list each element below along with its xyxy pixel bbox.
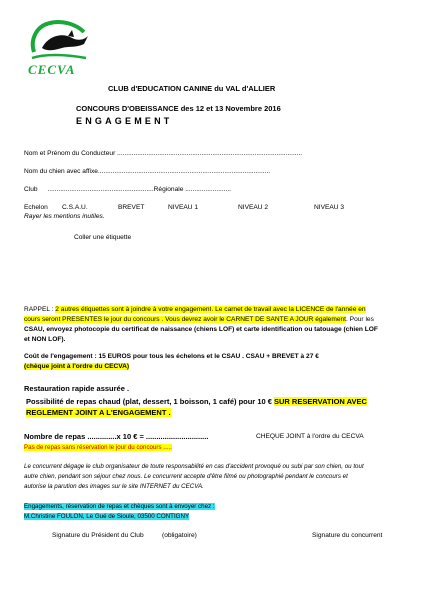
rappel-prefix: RAPPEL : (24, 306, 56, 313)
engagement-title: ENGAGEMENT (76, 116, 173, 126)
rayer-note: Rayer les mentions inutiles. (24, 213, 105, 220)
rappel-line2-tail: . Pour les (346, 316, 374, 323)
rappel-line4: et NON LOF). (24, 336, 66, 343)
echelon-option-niveau2[interactable]: NIVEAU 2 (238, 204, 269, 211)
signature-president: Signature du Président du Club (52, 532, 144, 539)
echelon-option-brevet[interactable]: BREVET (118, 204, 145, 211)
rappel-mid: . Le carnet de travail avec la LICENCE de l'année en (211, 306, 366, 313)
echelon-label: Echelon (24, 204, 48, 211)
disclaimer-line: autorise la parution des images sur le site INTERNET du CECVA. (24, 483, 204, 490)
club-name: CLUB d'EDUCATION CANINE du VAL d'ALLIER (108, 84, 276, 93)
etiquette-placeholder: Coller une étiquette (74, 234, 132, 241)
conducteur-field[interactable]: Nom et Prénom du Conducteur ..................................................................................................... (24, 150, 303, 157)
nombre-repas-field[interactable]: Nombre de repas ..............x 10 € = .............................. (24, 432, 209, 441)
cout-line1: Coût de l'engagement : 15 EUROS pour tous les échelons et le CSAU . CSAU + BREVET à 27 € (24, 353, 319, 360)
signature-concurrent: Signature du concurrent (312, 532, 383, 539)
club-label: Club (24, 186, 38, 193)
echelon-option-csau[interactable]: C.S.A.U. (62, 204, 88, 211)
repas-line2-highlight: REGLEMENT JOINT A L'ENGAGEMENT . (26, 408, 171, 417)
envoi-section (24, 502, 215, 522)
envoi-line1: Engagements, réservation de repas et chèques sont à envoyer chez : (24, 503, 215, 510)
repas-title: Restauration rapide assurée . (24, 384, 130, 393)
repas-line1: Possibilité de repas chaud (plat, dessert, 1 boisson, 1 café) pour 10 € (26, 397, 274, 406)
signature-obligatoire: (obligatoire) (162, 532, 197, 539)
disclaimer-line: Le concurrent dégage le club organisateur de toute responsabilité en cas d'accident provoqué ou subi par son chien, ou tout (24, 463, 364, 470)
envoi-line2: M.Christine FOULON, Le Gué de Sioule, 03500 CONTIGNY (24, 513, 190, 520)
echelon-option-niveau1[interactable]: NIVEAU 1 (168, 204, 199, 211)
rappel-line3: CSAU, envoyez photocopie du certificat de naissance (chiens LOF) et carte identification ou tatouage (chien LOF (24, 326, 378, 333)
repas-section (26, 396, 367, 418)
rappel-highlight: 2 autres étiquettes sont à joindre à votre engagement (55, 306, 212, 313)
rappel-paragraph (24, 305, 404, 345)
disclaimer-line: autre chien, pendant son séjour chez nous. Le concurrent accepte d'être filmé ou photographié pendant le concours et (24, 473, 348, 480)
cout-section (24, 352, 319, 372)
disclaimer (24, 462, 364, 492)
repas-warning: Pas de repas sans réservation le jour du concours ..... (24, 444, 172, 451)
cout-line2: (chèque joint à l'ordre du CECVA) (24, 363, 130, 370)
echelon-option-niveau3[interactable]: NIVEAU 3 (314, 204, 345, 211)
logo-text: CECVA (28, 62, 76, 77)
concours-title: CONCOURS D'OBEISSANCE des 12 et 13 Novembre 2016 (76, 104, 281, 113)
club-dots: .......................................................... (47, 186, 154, 193)
chien-field[interactable]: Nom du chien avec affixe.............................................................................................. (24, 168, 271, 175)
regionale-label: Régionale (153, 186, 184, 193)
cheque-note: CHEQUE JOINT à l'ordre du CECVA (256, 433, 364, 440)
rappel-line2-highlight: cours seront PRESENTES le jour du concours . Vous devrez avoir le CARNET DE SANTE A JOUR également (24, 316, 347, 323)
club-field[interactable] (24, 186, 231, 193)
repas-line1-highlight: SUR RESERVATION AVEC (274, 397, 367, 406)
regionale-dots: ......................... (185, 186, 232, 193)
